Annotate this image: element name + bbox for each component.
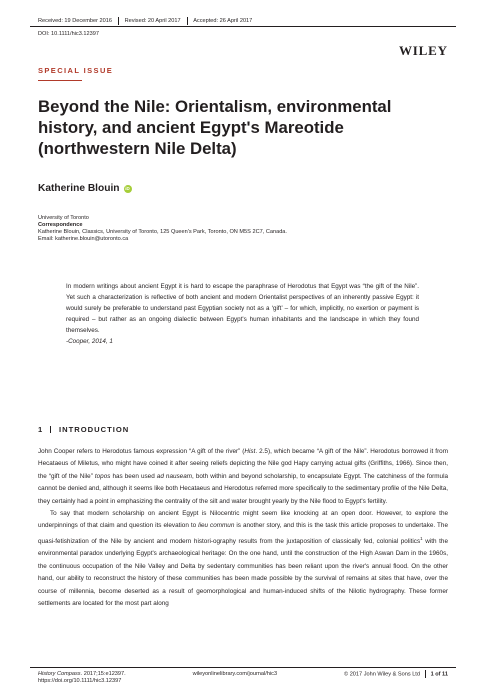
title-line: Beyond the Nile: Orientalism, environmental	[38, 97, 392, 116]
epigraph-text: In modern writings about ancient Egypt it is hard to escape the paraphrase of Herodotus that Egypt was “the gift of the Nile”. Yet such a characterization is reflective of both ancient and modern Orientalist perspectives of an inherently passive Egypt: it would surely be preferable to understand past Egyptian society not as a ‘gift’ – for which, implicitly, no exertion or payment is required – but rather as an ongoing dialectic between Egypt's human inhabitants and the landscape in which they found themselves.	[66, 283, 419, 334]
doi[interactable]: DOI: 10.1111/hic3.12397	[38, 31, 99, 37]
footnote-ref[interactable]: 1	[420, 535, 423, 541]
journal-url[interactable]: wileyonlinelibrary.com/journal/hic3	[192, 670, 278, 677]
date-divider	[118, 17, 119, 25]
body-text	[38, 446, 448, 610]
title-line: (northwestern Nile Delta)	[38, 139, 237, 158]
epigraph-citation: -Cooper, 2014, 1	[66, 338, 113, 345]
affiliation: University of Toronto	[38, 215, 89, 221]
journal-citation: History Compass. 2017;15:e12397.	[38, 670, 126, 677]
title-line: history, and ancient Egypt's Mareotide	[38, 118, 344, 137]
copyright: © 2017 John Wiley & Sons Ltd	[344, 671, 420, 678]
publisher-logo: WILEY	[399, 43, 448, 58]
section-divider	[50, 426, 51, 433]
section-title: INTRODUCTION	[59, 425, 130, 434]
paragraph: John Cooper refers to Herodotus famous expression “A gift of the river” (Hist. 2.5), which became “A gift of the Nile”. Herodotus borrowed it from Hecataeus of Miletus, who might have coined it after seeing reliefs depicting the Nile god Hapy carrying actual gifts (Griffiths, 1966). Since then, the “gift of the Nile” topos has been used ad nauseam, both within and beyond scholarship, to encapsulate Egypt. The catchiness of the formula cannot be denied and, although it seems like both Hecataeus and Herodotus referred more specifically to the sedimentary profile of the Nile Delta, they certainly had a point in emphasizing the centrality of the silt and water brought yearly by the Nile flood to Egypt's fertility.	[38, 448, 449, 505]
correspondence-label: Correspondence	[38, 222, 83, 228]
author-email[interactable]: Email: katherine.blouin@utoronto.ca	[38, 236, 129, 242]
header-rule	[30, 26, 456, 27]
section-number: 1	[38, 425, 44, 434]
section-heading	[38, 425, 129, 434]
affiliation-block	[38, 215, 458, 243]
revised-date: Revised: 20 April 2017	[124, 17, 181, 24]
epigraph	[66, 281, 419, 347]
author-name[interactable]: Katherine Blouin	[38, 183, 120, 194]
page-number: 1 of 11	[430, 671, 448, 678]
special-issue-rule	[38, 80, 82, 81]
footer-right	[344, 670, 448, 678]
page-footer	[38, 670, 448, 685]
date-divider	[187, 17, 188, 25]
footer-rule	[30, 667, 456, 668]
article-dates	[38, 17, 252, 25]
paragraph: To say that modern scholarship on ancient Egypt is Nilocentric might seem like knocking at an open door. However, to explore the underpinnings of that claim and question its elevation to lieu commun is another story, and this is the task this article proposes to undertake. The quasi-fetishization of the Nile by ancient and modern histori-ography results from the juxtaposition of classically fed, colonial politics$^1$ with the environmental paradox underlying Egypt's archaeological heritage: On the one hand, until the construction of the High Aswan Dam in the 1960s, the continuous occupation of the Nile Valley and Delta by sedentary communities has been reliant upon the river's annual flood. On the other hand, our ability to reconstruct the history of these communities has been made possible by the survival of remains at sites that have, over the course of millennia, become deserted as a result of geomorphological and human-induced shifts of the Nilotic hydrography. These former settlements are located for the most part along	[38, 510, 448, 607]
doi-link[interactable]: https://doi.org/10.1111/hic3.12397	[38, 678, 122, 685]
accepted-date: Accepted: 26 April 2017	[193, 17, 253, 24]
received-date: Received: 19 December 2016	[38, 17, 113, 24]
author-line	[38, 183, 132, 194]
article-title	[38, 96, 448, 159]
correspondence-address: Katherine Blouin, Classics, University of Toronto, 125 Queen's Park, Toronto, ON M5S 2C7, Canada.	[38, 229, 287, 235]
orcid-icon[interactable]: iD	[125, 186, 130, 191]
special-issue-label: SPECIAL ISSUE	[38, 66, 114, 75]
